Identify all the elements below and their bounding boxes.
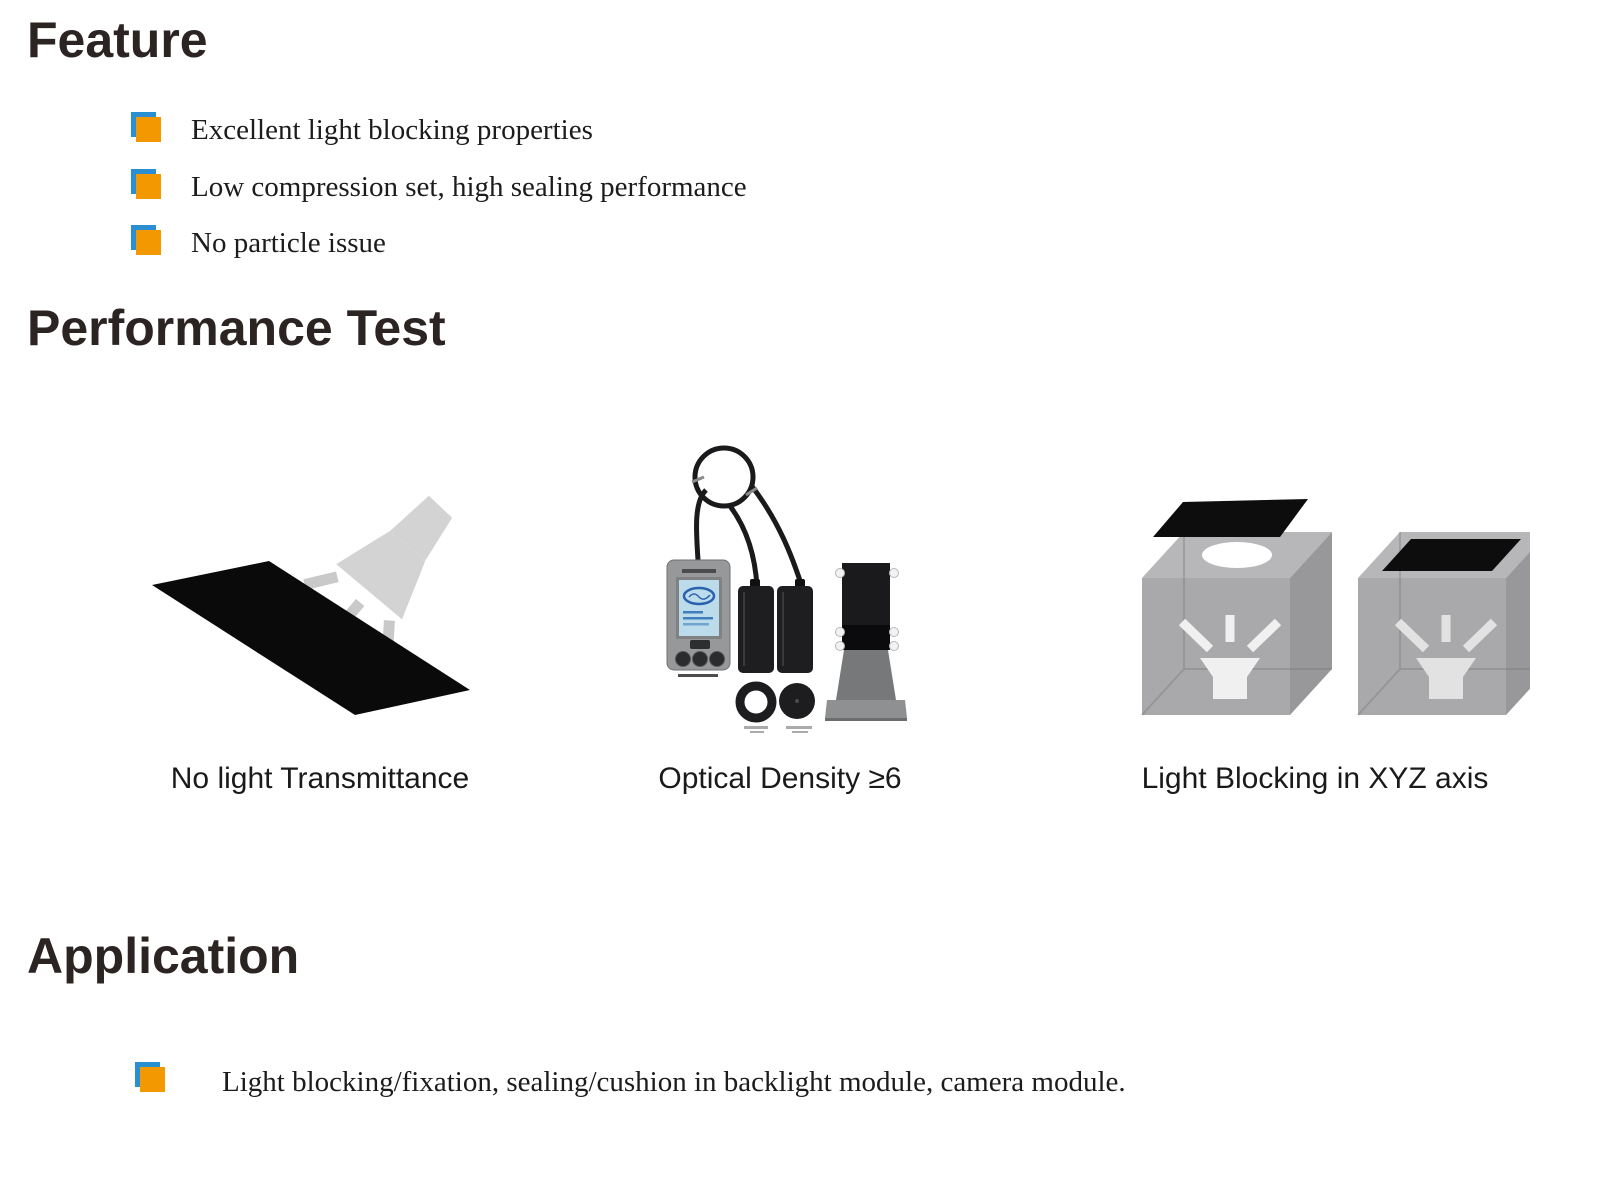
stand-knob [890,569,899,578]
square-bullet-icon [136,230,161,255]
box-hole [1202,542,1272,568]
square-bullet-icon [136,174,161,199]
stand-knob [890,642,899,651]
meter-badge [690,640,710,649]
meter-button [710,652,725,667]
meter-stand [825,563,907,721]
feature-item [136,225,386,261]
stand-knob [836,642,845,651]
square-bullet-icon [140,1067,165,1092]
figure-caption: No light Transmittance [170,762,470,795]
stand-knob [836,628,845,637]
test-box-covered [1358,532,1530,715]
feature-item [136,169,747,205]
application-heading: Application [27,928,300,984]
optical-density-meter-icon [610,430,950,770]
figure-optical-density [610,430,950,770]
feature-item [136,112,593,148]
application-item [140,1064,1126,1100]
test-box-open [1142,499,1332,715]
figure-caption: Optical Density ≥6 [658,762,902,795]
meter-body [667,560,730,677]
figure-caption: Light Blocking in XYZ axis [1141,762,1489,795]
figure-no-light-transmittance [110,460,530,760]
stand-knob [890,628,899,637]
feature-item-text: Low compression set, high sealing performance [191,171,747,203]
feature-item-text: No particle issue [191,227,386,259]
aperture-labels [744,726,812,733]
meter-button [693,652,708,667]
probe-cylinders [738,579,813,673]
feature-item-text: Excellent light blocking properties [191,114,593,146]
stand-knob [836,569,845,578]
black-film [1153,499,1308,537]
performance-heading: Performance Test [27,300,446,356]
square-bullet-icon [136,117,161,142]
feature-heading: Feature [27,12,208,68]
meter-button [676,652,691,667]
application-item-text: Light blocking/fixation, sealing/cushion in backlight module, camera module. [222,1066,1126,1098]
figure-light-blocking-boxes [1100,450,1530,780]
light-blocking-boxes-icon [1100,450,1530,780]
aperture-ring [740,686,772,718]
black-film-flashlight-icon [110,460,530,760]
